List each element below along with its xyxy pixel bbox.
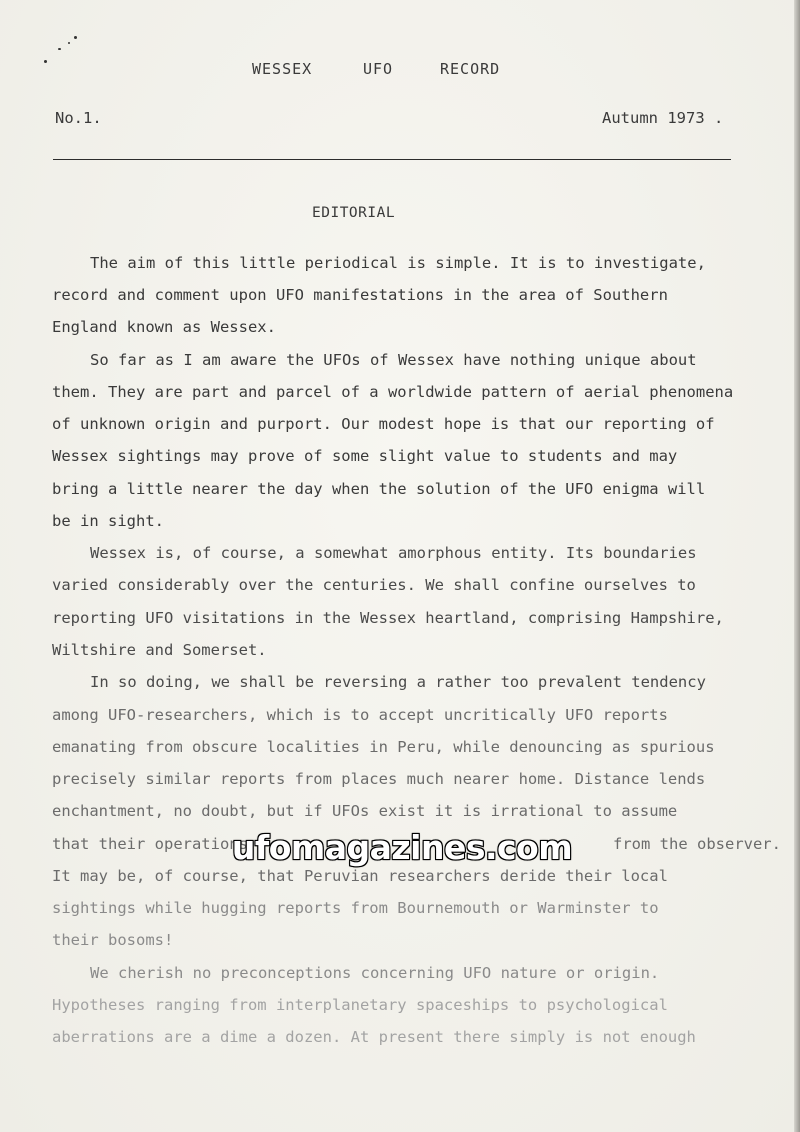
editorial-heading: EDITORIAL (312, 205, 396, 221)
body-line: We cherish no preconceptions concerning UFO nature or origin. (90, 964, 660, 982)
body-line: record and comment upon UFO manifestations in the area of Southern (52, 286, 668, 304)
body-line: enchantment, no doubt, but if UFOs exist it is irrational to assume (52, 802, 678, 820)
body-line: them. They are part and parcel of a worldwide pattern of aerial phenomena (52, 383, 734, 401)
watermark: ufomagazines.com (231, 828, 573, 867)
masthead-ufo: UFO (363, 60, 394, 78)
body-line: from the observer. (613, 835, 781, 853)
body-line: In so doing, we shall be reversing a rather too prevalent tendency (90, 673, 706, 691)
body-line: Hypotheses ranging from interplanetary spaceships to psychological (52, 996, 668, 1014)
body-line: England known as Wessex. (52, 318, 276, 336)
body-line: be in sight. (52, 512, 164, 530)
body-line: emanating from obscure localities in Peru, while denouncing as spurious (52, 738, 715, 756)
body-line: reporting UFO visitations in the Wessex heartland, comprising Hampshire, (52, 609, 724, 627)
body-line: It may be, of course, that Peruvian researchers deride their local (52, 867, 668, 885)
body-line: Wessex sightings may prove of some slight value to students and may (52, 447, 678, 465)
body-line: sightings while hugging reports from Bournemouth or Warminster to (52, 899, 659, 917)
masthead-wessex: WESSEX (252, 60, 313, 78)
body-line: aberrations are a dime a dozen. At present there simply is not enough (52, 1028, 696, 1046)
body-line: of unknown origin and purport. Our modest hope is that our reporting of (52, 415, 715, 433)
body-line: their bosoms! (52, 931, 174, 949)
body-line: Wiltshire and Somerset. (52, 641, 267, 659)
issue-number: No.1. (55, 109, 102, 127)
page-edge-shadow (794, 0, 800, 1132)
body-line: The aim of this little periodical is simple. It is to investigate, (90, 254, 706, 272)
ink-specks (44, 34, 84, 74)
body-line: precisely similar reports from places much nearer home. Distance lends (52, 770, 706, 788)
body-line: among UFO-researchers, which is to accept uncritically UFO reports (52, 706, 668, 724)
body-line: varied considerably over the centuries. We shall confine ourselves to (52, 576, 696, 594)
header-rule (53, 159, 731, 160)
body-line: that their operations (52, 835, 248, 853)
body-line: So far as I am aware the UFOs of Wessex have nothing unique about (90, 351, 697, 369)
issue-date: Autumn 1973 . (602, 109, 724, 127)
masthead-record: RECORD (440, 60, 501, 78)
body-line: Wessex is, of course, a somewhat amorphous entity. Its boundaries (90, 544, 697, 562)
body-line: bring a little nearer the day when the solution of the UFO enigma will (52, 480, 706, 498)
